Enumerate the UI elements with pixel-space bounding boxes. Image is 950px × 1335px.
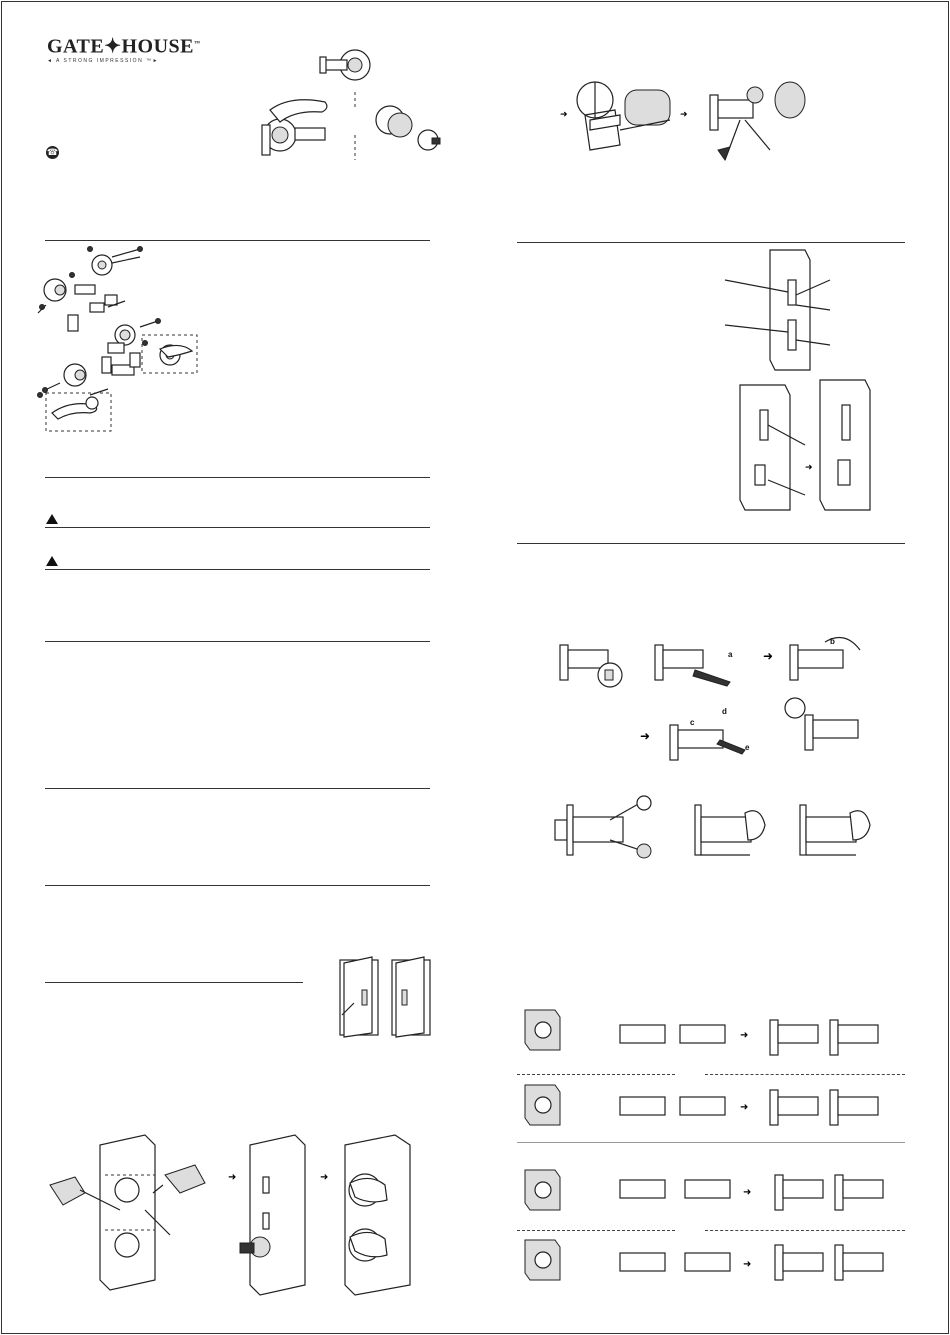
backset-adjust-illustration: [555, 630, 875, 770]
option-separator: [517, 1142, 905, 1143]
warning-triangle-icon: [46, 514, 58, 524]
section-divider: [45, 527, 430, 528]
step-label-a: a: [728, 650, 733, 659]
svg-text:➜: ➜: [743, 1259, 752, 1270]
section-divider: [45, 982, 303, 983]
step-label-e: e: [745, 743, 750, 752]
svg-text:➜: ➜: [763, 649, 774, 663]
section-divider: [45, 788, 430, 789]
exploded-parts-diagram: [30, 245, 210, 435]
step-label-d: d: [722, 707, 727, 716]
svg-text:➜: ➜: [640, 729, 651, 743]
step-label-c: c: [690, 718, 695, 727]
brand-tagline: ◄ A STRONG IMPRESSION ™►: [47, 57, 160, 64]
svg-text:➜: ➜: [680, 110, 688, 120]
section-divider: [45, 240, 430, 241]
svg-text:➜: ➜: [743, 1187, 752, 1198]
svg-text:➜: ➜: [228, 1172, 237, 1183]
section-divider: [45, 569, 430, 570]
door-handing-illustration: [332, 955, 432, 1040]
drilling-door-illustration: [45, 1135, 435, 1310]
latch-measure-illustration: [550, 795, 890, 875]
section-divider: [45, 477, 430, 478]
warning-triangle-icon: [46, 556, 58, 566]
edge-bore-illustration: [560, 65, 820, 165]
phone-icon: ☎: [46, 147, 59, 157]
svg-text:➜: ➜: [805, 463, 813, 473]
section-divider: [45, 641, 430, 642]
brand-name: GATE✦HOUSE™: [47, 35, 201, 58]
section-divider: [45, 885, 430, 886]
option-separator: [517, 1074, 675, 1075]
brand-logo: [47, 34, 201, 64]
svg-text:➜: ➜: [320, 1172, 329, 1183]
svg-text:➜: ➜: [560, 110, 568, 120]
section-divider: [517, 242, 905, 243]
svg-text:➜: ➜: [740, 1102, 749, 1113]
option-separator: [705, 1230, 905, 1231]
option-separator: [705, 1074, 905, 1075]
svg-text:➜: ➜: [740, 1030, 749, 1041]
strike-install-illustration: [720, 250, 900, 520]
section-divider: [517, 543, 905, 544]
step-label-b: b: [830, 637, 835, 646]
product-hero-illustration: [250, 40, 450, 170]
option-separator: [517, 1230, 675, 1231]
hole-size-options-illustration: [515, 1005, 905, 1325]
